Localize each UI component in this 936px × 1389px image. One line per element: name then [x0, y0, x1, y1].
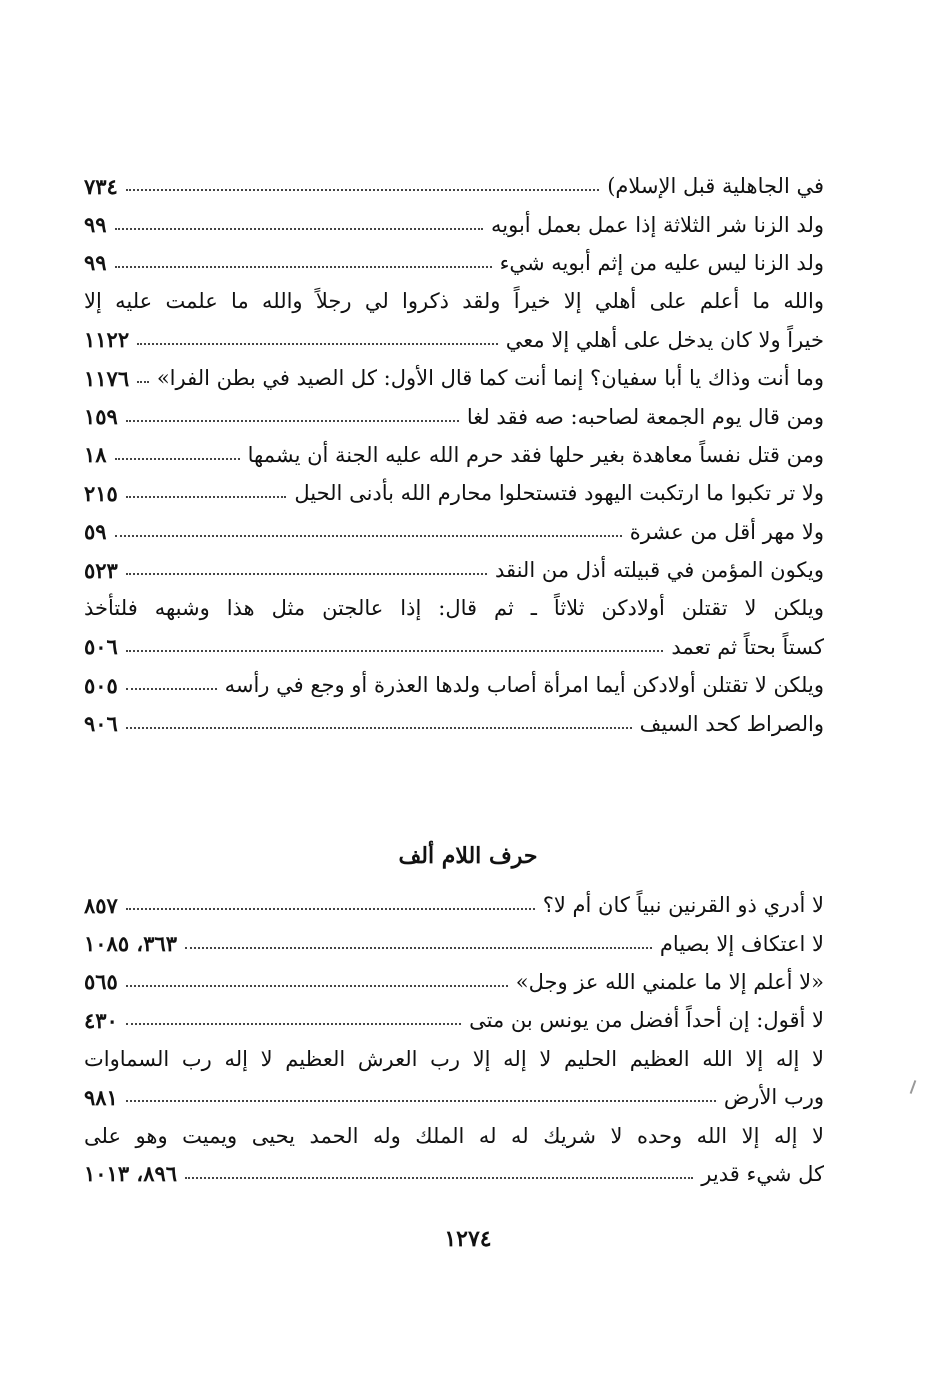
entry-text: خيراً ولا كان يدخل على أهلي إلا معي: [505, 327, 824, 352]
index-entry: [84, 589, 824, 627]
entry-text: لا إله إلا الله العظيم الحليم لا إله إلا رب العرش العظيم لا إله رب السماوات: [84, 1046, 824, 1071]
index-section-1: [84, 167, 824, 743]
entry-page-ref: ٥٠٦: [84, 634, 118, 660]
entry-text: ورب الأرض: [723, 1085, 824, 1110]
index-entry: [84, 513, 824, 551]
entry-page-ref: ٢١٥: [84, 480, 118, 506]
index-entry: [84, 1078, 824, 1116]
entry-page-ref: ٨٩٦، ١٠١٣: [84, 1161, 178, 1187]
dot-leader: [137, 381, 149, 383]
entry-page-ref: ١١٧٦: [84, 365, 130, 391]
page-number: ١٢٧٤: [444, 1226, 492, 1252]
entry-text: ويلكن لا تقتلن أولادكن أيما امرأة أصاب ولدها العذرة أو وجع في رأسه: [224, 673, 824, 698]
dot-leader: [115, 458, 240, 460]
dot-leader: [115, 266, 492, 268]
entry-page-ref: ٨٥٧: [84, 892, 118, 918]
entry-page-ref: ٥٩: [84, 519, 107, 545]
entry-text: لا اعتكاف إلا بصيام: [659, 931, 824, 956]
scan-mark: [910, 1080, 917, 1094]
entry-text: ولد الزنا شر الثلاثة إذا عمل بعمل أبويه: [491, 212, 824, 237]
entry-text: في الجاهلية قبل الإسلام): [607, 174, 824, 199]
index-entry: [84, 474, 824, 512]
index-entry: [84, 1001, 824, 1039]
dot-leader: [185, 947, 652, 949]
dot-leader: [126, 727, 632, 729]
entry-text: ويلكن لا تقتلن أولادكن ثلاثاً ـ ثم قال: إذا عالجتن مثل هذا وشبهه فلتأخذ: [84, 596, 824, 621]
entry-text: وما أنت وذاك يا أبا سفيان؟ إنما أنت كما قال الأول: كل الصيد في بطن الفرا»: [156, 366, 824, 391]
index-entry: [84, 436, 824, 474]
dot-leader: [126, 496, 287, 498]
index-section-2: [84, 886, 824, 1193]
index-entry: [84, 1155, 824, 1193]
entry-text: ويكون المؤمن في قبيلته أذل من النقد: [494, 558, 824, 583]
dot-leader: [126, 573, 487, 575]
index-entry: [84, 282, 824, 320]
index-entry: [84, 704, 824, 742]
entry-page-ref: ٩٠٦: [84, 711, 118, 737]
dot-leader: [126, 420, 459, 422]
entry-page-ref: ٥٦٥: [84, 969, 118, 995]
index-entry: [84, 924, 824, 962]
entry-page-ref: ٩٩: [84, 250, 107, 276]
index-entry: [84, 244, 824, 282]
index-entry: [84, 167, 824, 205]
entry-page-ref: ٩٩: [84, 212, 107, 238]
entry-page-ref: ٤٣٠: [84, 1007, 118, 1033]
index-entry: [84, 666, 824, 704]
index-entry: [84, 886, 824, 924]
section-heading: حرف اللام ألف: [398, 843, 538, 869]
index-entry: [84, 1116, 824, 1154]
dot-leader: [126, 908, 535, 910]
entry-page-ref: ٧٣٤: [84, 173, 118, 199]
index-entry: [84, 963, 824, 1001]
entry-text: ومن قتل نفساً معاهدة بغير حلها فقد حرم الله عليه الجنة أن يشمها: [247, 442, 824, 467]
dot-leader: [115, 228, 483, 230]
dot-leader: [126, 1023, 461, 1025]
entry-page-ref: ١٨: [84, 442, 107, 468]
entry-text: ومن قال يوم الجمعة لصاحبه: صه فقد لغا: [466, 404, 824, 429]
entry-text: لا إله إلا الله وحده لا شريك له له الملك وله الحمد يحيى ويميت وهو على: [84, 1123, 824, 1148]
entry-text: ولد الزنا ليس عليه من إثم أبويه شيء: [499, 250, 824, 275]
index-entry: [84, 205, 824, 243]
dot-leader: [126, 189, 599, 191]
entry-text: والصراط كحد السيف: [639, 711, 824, 736]
index-entry: [84, 551, 824, 589]
dot-leader: [185, 1177, 693, 1179]
entry-text: ولا مهر أقل من عشرة: [629, 519, 824, 544]
dot-leader: [126, 985, 508, 987]
entry-page-ref: ٥٠٥: [84, 672, 118, 698]
entry-page-ref: ١١٢٢: [84, 327, 130, 353]
dot-leader: [126, 688, 217, 690]
index-entry: [84, 321, 824, 359]
dot-leader: [126, 650, 664, 652]
entry-text: كل شيء قدير: [701, 1161, 824, 1186]
index-entry: [84, 1040, 824, 1078]
entry-page-ref: ٩٨١: [84, 1084, 118, 1110]
dot-leader: [115, 535, 622, 537]
entry-text: والله ما أعلم على أهلي إلا خيراً ولقد ذكروا لي رجلاً والله ما علمت عليه إلا: [84, 289, 824, 314]
dot-leader: [126, 1100, 716, 1102]
entry-page-ref: ٣٦٣، ١٠٨٥: [84, 931, 178, 957]
entry-text: «لا أعلم إلا ما علمني الله عز وجل»: [515, 969, 824, 994]
entry-text: ولا تر تكبوا ما ارتكبت اليهود فتستحلوا محارم الله بأدنى الحيل: [294, 481, 824, 506]
index-entry: [84, 359, 824, 397]
dot-leader: [137, 343, 498, 345]
index-entry: [84, 397, 824, 435]
index-entry: [84, 628, 824, 666]
entry-text: كستاً بحتاً ثم تعمد: [671, 634, 824, 659]
entry-page-ref: ٥٢٣: [84, 557, 118, 583]
entry-text: لا أدري ذو القرنين نبياً كان أم لا؟: [542, 893, 824, 918]
entry-text: لا أقول: إن أحداً أفضل من يونس بن متى: [469, 1008, 824, 1033]
entry-page-ref: ١٥٩: [84, 404, 118, 430]
